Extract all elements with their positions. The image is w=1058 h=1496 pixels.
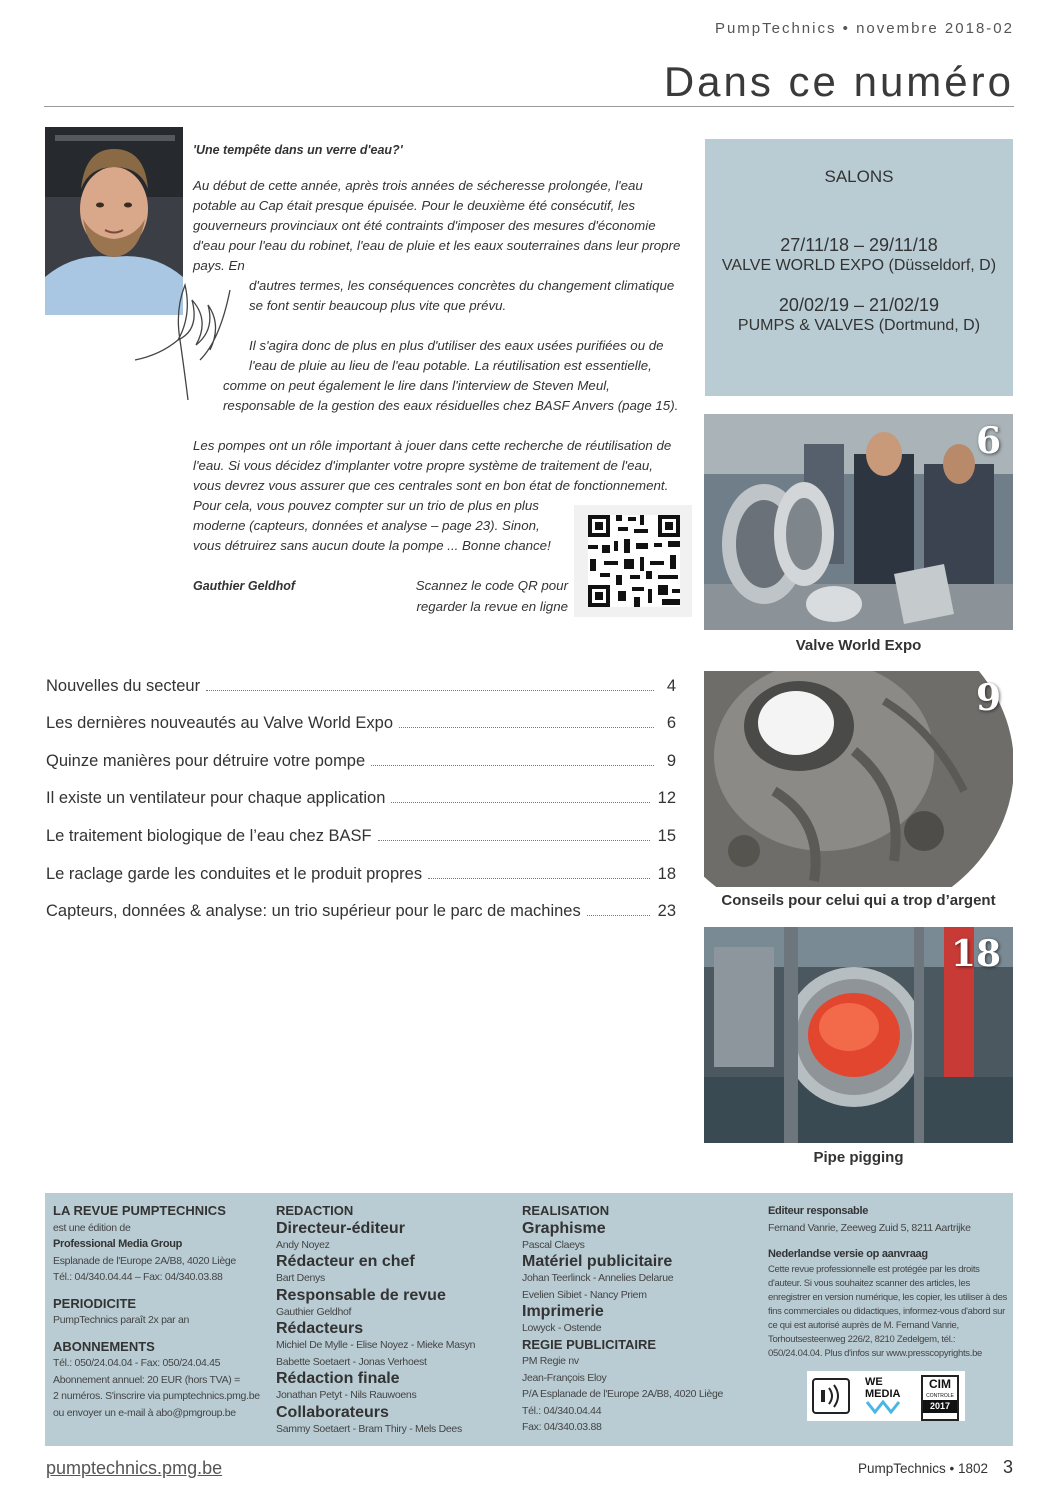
toc-title: Le traitement biologique de l’eau chez BASF xyxy=(46,826,372,845)
editorial-title: 'Une tempête dans un verre d'eau?' xyxy=(193,143,403,157)
toc-title: Il existe un ventilateur pour chaque application xyxy=(46,789,386,808)
toc-leader xyxy=(428,878,650,879)
colophon-text: Tél.: 04/340.04.44 – Fax: 04/340.03.88 xyxy=(53,1271,223,1283)
colophon-role: Rédaction finale xyxy=(276,1370,400,1387)
toc-entry[interactable] xyxy=(46,771,676,809)
qr-caption: Scannez le code QR pour regarder la revue en ligne xyxy=(415,578,568,614)
colophon-text: ou envoyer un e-mail à abo@pmgroup.be xyxy=(53,1406,236,1419)
colophon-text: Andy Noyez xyxy=(276,1238,330,1251)
colophon-text: Fernand Vanrie, Zeeweg Zuid 5, 8211 Aartrijke xyxy=(768,1221,971,1234)
cim-logo-sub: CONTROLE xyxy=(926,1393,954,1399)
issue-line: PumpTechnics • novembre 2018-02 xyxy=(714,20,1014,37)
colophon-text: Babette Soetaert - Jonas Verhoest xyxy=(276,1355,427,1368)
colophon-role: Rédacteur en chef xyxy=(276,1253,415,1270)
feature-caption: Conseils pour celui qui a trop d’argent xyxy=(721,892,996,909)
toc-page: 18 xyxy=(657,864,676,883)
feature-page-number: 6 xyxy=(975,420,1001,462)
toc-leader xyxy=(206,690,654,691)
toc-page: 15 xyxy=(657,826,676,845)
editorial-paragraph-2a: Il s'agira donc de plus en plus d'utiliser des eaux usées purifiées ou de l'eau de pluie au lieu de l'eau potable. La réutilisation est essentielle, xyxy=(249,338,664,373)
salons-panel xyxy=(705,139,1013,396)
colophon-text: Abonnement annuel: 20 EUR (hors TVA) = xyxy=(53,1373,240,1386)
salon-2-dates: 20/02/19 – 21/02/19 xyxy=(778,295,940,315)
colophon-text: Gauthier Geldhof xyxy=(276,1305,352,1318)
colophon-text: Esplanade de l'Europe 2A/B8, 4020 Liège xyxy=(53,1254,236,1267)
colophon-text: Tél.: 04/340.04.44 xyxy=(522,1404,602,1417)
feature-photo-pump-wear[interactable] xyxy=(704,671,1013,887)
colophon-text: P/A Esplanade de l'Europe 2A/B8, 4020 Liège xyxy=(522,1388,724,1400)
feature-caption: Valve World Expo xyxy=(795,637,922,654)
feature-photo-pipe-pigging[interactable] xyxy=(704,927,1013,1143)
salons-heading: SALONS xyxy=(824,167,894,186)
salon-1-dates: 27/11/18 – 29/11/18 xyxy=(780,235,938,255)
copyright-notice: Cette revue professionnelle est protégée par les droits d'auteur. Si vous souhaitez scanner des articles, les enregistrer en version numérique, les copier, les utiliser à des fins commerciales ou didactiques, informez-vous d'abord sur ce qui est autorisé auprès de M. Fernand Vanrie, Torhoutsesteenweg 226/2, 8210 Zedelgem, tél.: 050/24.04.04. Plus d'infos sur www.presscopyrights.be xyxy=(768,1263,1008,1359)
we-media-logo-we: WE xyxy=(865,1376,883,1388)
colophon-text: Bart Denys xyxy=(276,1272,325,1284)
toc-entry[interactable] xyxy=(46,884,676,922)
toc-title: Capteurs, données & analyse: un trio supérieur pour le parc de machines xyxy=(46,902,581,921)
qr-code[interactable] xyxy=(574,505,692,617)
partner-logos xyxy=(807,1371,965,1421)
colophon-text: Lowyck - Ostende xyxy=(522,1322,602,1334)
page-number: 3 xyxy=(1002,1457,1013,1477)
cim-logo-name: CIM xyxy=(929,1377,951,1391)
feature-page-number: 18 xyxy=(950,933,1001,975)
colophon-role: Graphisme xyxy=(522,1219,606,1237)
colophon-heading: PERIODICITE xyxy=(53,1295,137,1311)
colophon-heading: ABONNEMENTS xyxy=(53,1338,155,1354)
colophon-text: Pascal Claeys xyxy=(522,1238,585,1251)
toc-leader xyxy=(391,802,649,803)
colophon-col-publisher xyxy=(53,1203,268,1421)
colophon-role: Rédacteurs xyxy=(276,1320,364,1337)
title-divider xyxy=(44,106,1014,107)
colophon-role: Imprimerie xyxy=(522,1303,604,1320)
toc-entry[interactable] xyxy=(46,733,676,771)
cim-logo xyxy=(921,1375,959,1421)
colophon xyxy=(45,1193,1013,1446)
toc-leader xyxy=(587,915,650,916)
colophon-heading: REALISATION xyxy=(522,1203,610,1218)
colophon-text: Michiel De Mylle - Elise Noyez - Mieke Masyn xyxy=(276,1339,476,1351)
feature-caption: Pipe pigging xyxy=(813,1149,904,1166)
editorial-author: Gauthier Geldhof xyxy=(193,579,296,593)
editorial-paragraph-1: Au début de cette année, après trois années de sécheresse prolongée, l'eau potable au Cap était presque épuisée. Pour le deuxième été consécutif, les gouverneurs provinciaux ont été contraints d'imposer des mesures d'économie d'eau pour l'eau du robinet, l'eau de pluie et les eaux souterraines dans leur propre pays. En xyxy=(193,178,681,273)
colophon-text: 2 numéros. S'inscrire via pumptechnics.pmg.be xyxy=(53,1390,260,1402)
page-title: Dans ce numéro xyxy=(663,58,1014,105)
website-link[interactable]: pumptechnics.pmg.be xyxy=(46,1458,223,1478)
toc-page: 4 xyxy=(666,676,676,695)
toc-title: Nouvelles du secteur xyxy=(46,676,201,695)
colophon-role: Directeur-éditeur xyxy=(276,1219,405,1237)
colophon-text: Fax: 04/340.03.88 xyxy=(522,1421,602,1433)
colophon-role: Matériel publicitaire xyxy=(522,1253,673,1270)
toc-entry[interactable] xyxy=(46,658,676,696)
colophon-heading: Nederlandse versie op aanvraag xyxy=(768,1248,928,1260)
colophon-col-redaction xyxy=(276,1203,511,1437)
toc-page: 12 xyxy=(657,789,676,808)
toc-page: 9 xyxy=(666,751,676,770)
we-media-logo-media: MEDIA xyxy=(865,1388,901,1400)
editorial-paragraph-3a: Les pompes ont un rôle important à jouer dans cette recherche de réutilisation de l'eau. Si vous décidez d'implanter votre propre système de traitement de l'eau, vous devrez vous assurer que ces centrales sont en bon état de fonctionnement. xyxy=(193,438,672,493)
colophon-publisher: Professional Media Group xyxy=(53,1238,183,1250)
toc-entry[interactable] xyxy=(46,808,676,846)
toc-leader xyxy=(378,840,650,841)
colophon-text: est une édition de xyxy=(53,1221,131,1234)
colophon-col-editor xyxy=(768,1203,1008,1361)
colophon-col-realisation xyxy=(522,1203,757,1436)
toc-title: Quinze manières pour détruire votre pompe xyxy=(46,751,366,770)
colophon-role: Collaborateurs xyxy=(276,1403,389,1421)
colophon-text: Jean-François Eloy xyxy=(522,1371,607,1384)
feature-page-number: 9 xyxy=(975,677,1001,719)
colophon-text: Sammy Soetaert - Bram Thiry - Mels Dees xyxy=(276,1422,462,1435)
colophon-text: Jonathan Petyt - Nils Rauwoens xyxy=(276,1389,417,1401)
feature-photo-valve-expo[interactable] xyxy=(704,414,1013,630)
colophon-role: Responsable de revue xyxy=(276,1286,446,1304)
toc-leader xyxy=(371,765,654,766)
toc-title: Le raclage garde les conduites et le produit propres xyxy=(46,864,423,883)
colophon-text: Tél.: 050/24.04.04 - Fax: 050/24.04.45 xyxy=(53,1357,221,1369)
colophon-heading: REDACTION xyxy=(276,1203,354,1218)
editorial-paragraph-1-end: d'autres termes, les conséquences concrètes du changement climatique se font sentir beaucoup plus vite que prévu. xyxy=(249,278,675,313)
toc-leader xyxy=(399,727,654,728)
colophon-text: PumpTechnics paraît 2x par an xyxy=(53,1314,190,1326)
we-media-logo xyxy=(865,1376,909,1417)
salon-1-name: VALVE WORLD EXPO (Düsseldorf, D) xyxy=(721,257,997,274)
editorial-paragraph-3b: Pour cela, vous pouvez compter sur un trio de plus en plus moderne (capteurs, données et analyse – page 23). Sinon, vous détruirez sans aucun doute la pompe ... Bonne chance! xyxy=(193,498,551,553)
colophon-heading: LA REVUE PUMPTECHNICS xyxy=(53,1203,226,1218)
toc-title: Les dernières nouveautés au Valve World Expo xyxy=(46,714,394,733)
colophon-heading: Editeur responsable xyxy=(768,1205,869,1217)
colophon-heading: REGIE PUBLICITAIRE xyxy=(522,1336,657,1352)
table-of-contents xyxy=(46,658,676,921)
colophon-text: Evelien Sibiet - Nancy Priem xyxy=(522,1288,647,1301)
toc-page: 23 xyxy=(657,902,676,921)
salon-2-name: PUMPS & VALVES (Dortmund, D) xyxy=(737,317,981,334)
issue-footer: PumpTechnics • 1802 xyxy=(857,1461,988,1476)
toc-entry[interactable] xyxy=(46,846,676,884)
cim-logo-year: 2017 xyxy=(923,1400,957,1413)
toc-page: 6 xyxy=(666,714,676,733)
editorial-paragraph-2b: comme on peut également le lire dans l'interview de Steven Meul, responsable de la gestion des eaux résiduelles chez BASF Anvers (page 15). xyxy=(223,378,679,413)
colophon-text: Johan Teerlinck - Annelies Delarue xyxy=(522,1272,674,1284)
colophon-text: PM Regie nv xyxy=(522,1355,579,1367)
toc-entry[interactable] xyxy=(46,696,676,734)
